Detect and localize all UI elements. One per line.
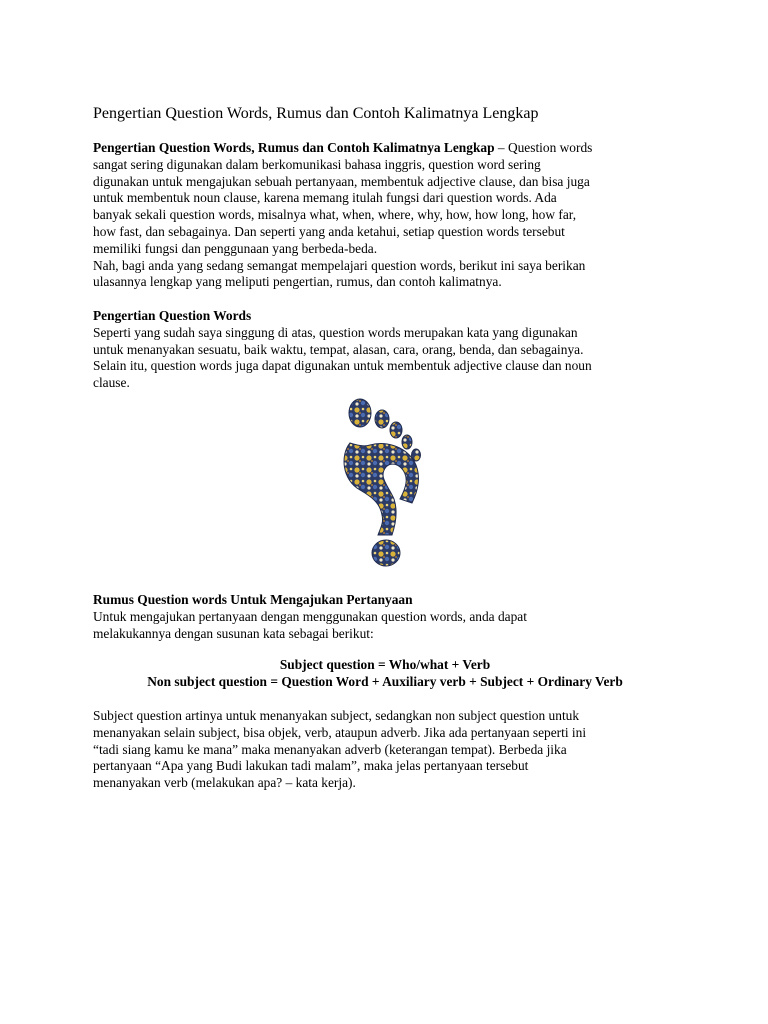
intro-line: ulasannya lengkap yang meliputi pengertian, rumus, dan contoh kalimatnya. xyxy=(93,274,502,290)
footprint-question-mark-icon xyxy=(330,395,440,570)
section-line: Untuk mengajukan pertanyaan dengan menggunakan question words, anda dapat xyxy=(93,608,527,624)
section-formula xyxy=(93,592,673,642)
intro-line: digunakan untuk mengajukan sebuah pertanyaan, membentuk adjective clause, dan bisa juga xyxy=(93,173,590,189)
explanation-line: menanyakan verb (melakukan apa? – kata kerja). xyxy=(93,775,356,791)
explanation-line: pertanyaan “Apa yang Budi lakukan tadi malam”, maka jelas pertanyaan tersebut xyxy=(93,758,529,774)
intro-line: how fast, dan sebagainya. Dan seperti yang anda ketahui, setiap question words tersebut xyxy=(93,223,565,239)
section-heading: Pengertian Question Words xyxy=(93,308,252,323)
intro-line: memiliki fungsi dan penggunaan yang berbeda-beda. xyxy=(93,240,378,256)
explanation-line: menanyakan selain subject, bisa objek, verb, ataupun adverb. Jika ada pertanyaan seperti ini xyxy=(93,724,587,740)
section-line: clause. xyxy=(93,375,130,391)
section-line: melakukannya dengan susunan kata sebagai berikut: xyxy=(93,625,374,641)
intro-line-text: – Question words xyxy=(494,140,593,155)
intro-line: Nah, bagi anda yang sedang semangat mempelajari question words, berikut ini saya berikan xyxy=(93,257,586,273)
intro-paragraph xyxy=(93,140,673,291)
formula-subject-question: Subject question = Who/what + Verb xyxy=(279,657,491,672)
section-heading: Rumus Question words Untuk Mengajukan Pertanyaan xyxy=(93,592,413,607)
explanation-paragraph xyxy=(93,708,673,792)
intro-line: sangat sering digunakan dalam berkomunikasi bahasa inggris, question word sering xyxy=(93,156,541,172)
intro-bold-lead: Pengertian Question Words, Rumus dan Contoh Kalimatnya Lengkap xyxy=(93,140,495,155)
explanation-line: Subject question artinya untuk menanyakan subject, sedangkan non subject question untuk xyxy=(93,708,580,723)
intro-line: banyak sekali question words, misalnya what, when, where, why, how, how long, how far, xyxy=(93,207,577,223)
intro-line xyxy=(93,140,673,157)
page-title: Pengertian Question Words, Rumus dan Contoh Kalimatnya Lengkap xyxy=(93,105,539,122)
section-line: Seperti yang sudah saya singgung di atas, question words merupakan kata yang digunakan xyxy=(93,324,578,340)
explanation-line: “tadi siang kamu ke mana” maka menanyakan adverb (keterangan tempat). Berbeda jika xyxy=(93,741,567,757)
section-definition xyxy=(93,308,673,392)
intro-line: untuk membentuk noun clause, karena memang itulah fungsi dari question words. Ada xyxy=(93,190,557,206)
section-line: untuk menanyakan sesuatu, baik waktu, tempat, alasan, cara, orang, benda, dan sebagainya. xyxy=(93,341,584,357)
formula-non-subject-question: Non subject question = Question Word + Auxiliary verb + Subject + Ordinary Verb xyxy=(147,674,623,689)
section-line: Selain itu, question words juga dapat digunakan untuk membentuk adjective clause dan noun xyxy=(93,358,592,374)
